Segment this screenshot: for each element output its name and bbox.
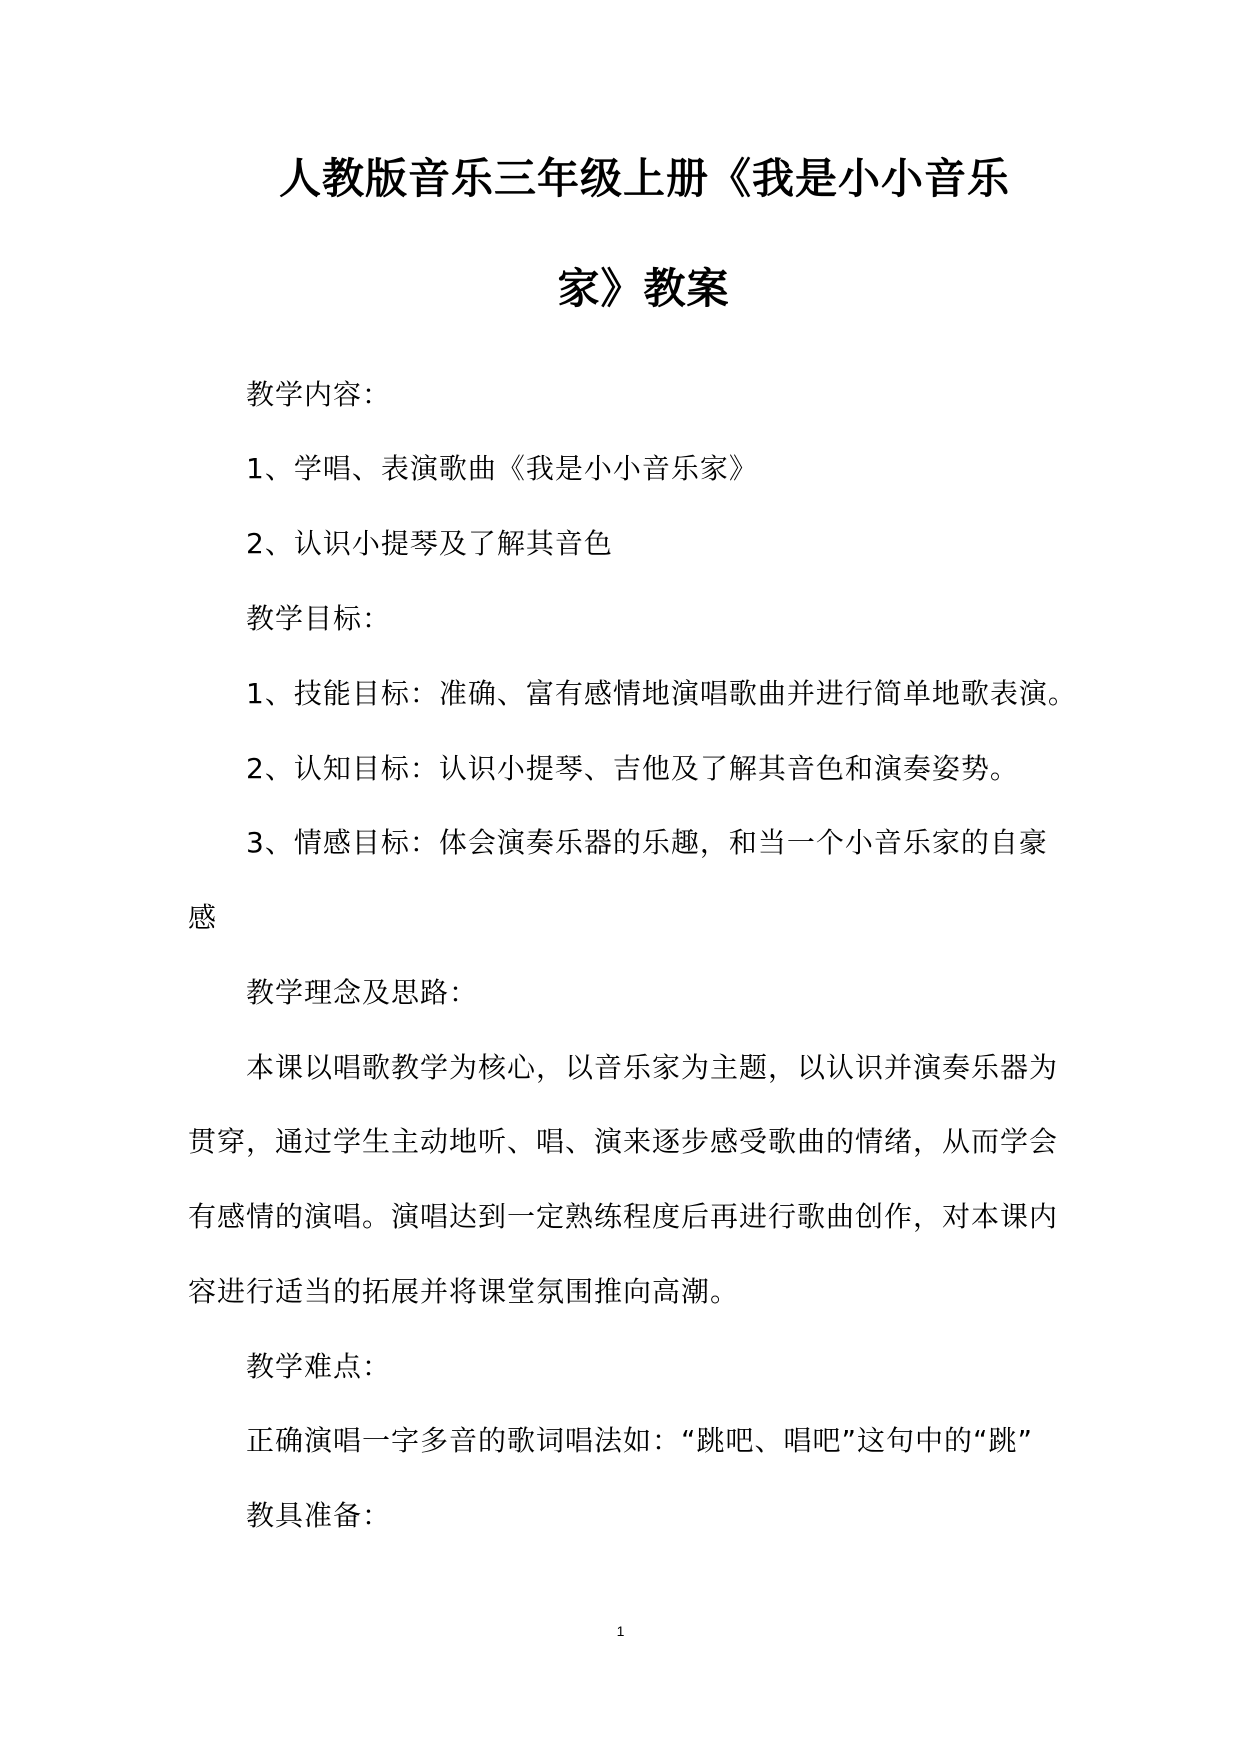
- difficulty-text: 正确演唱一字多音的歌词唱法如：“跳吧、唱吧”这句中的“跳”: [246, 1424, 1034, 1457]
- goal-item-3: 3、情感目标：体会演奏乐器的乐趣，和当一个小音乐家的自豪: [246, 826, 1048, 859]
- section-heading-materials: 教具准备：: [246, 1499, 392, 1532]
- section-heading-philosophy: 教学理念及思路：: [246, 976, 479, 1009]
- philosophy-paragraph-line-2: 贯穿，通过学生主动地听、唱、演来逐步感受歌曲的情绪，从而学会: [188, 1125, 1059, 1158]
- philosophy-paragraph-line-1: 本课以唱歌教学为核心，以音乐家为主题，以认识并演奏乐器为: [246, 1051, 1059, 1084]
- goal-item-3-continued: 感: [188, 901, 218, 934]
- document-title-line-2: 家》教案: [557, 264, 730, 313]
- philosophy-paragraph-line-4: 容进行适当的拓展并将课堂氛围推向高潮。: [188, 1275, 740, 1308]
- section-heading-goals: 教学目标：: [246, 602, 392, 635]
- philosophy-paragraph-line-3: 有感情的演唱。演唱达到一定熟练程度后再进行歌曲创作，对本课内: [188, 1200, 1059, 1233]
- goal-item-2: 2、认知目标：认识小提琴、吉他及了解其音色和演奏姿势。: [246, 752, 1019, 785]
- goal-item-1: 1、技能目标：准确、富有感情地演唱歌曲并进行简单地歌表演。: [246, 677, 1077, 710]
- page-number: 1: [616, 1623, 625, 1639]
- content-item-2: 2、认识小提琴及了解其音色: [246, 527, 613, 560]
- content-item-1: 1、学唱、表演歌曲《我是小小音乐家》: [246, 452, 758, 485]
- document-title-line-1: 人教版音乐三年级上册《我是小小音乐: [278, 154, 1010, 203]
- section-heading-content: 教学内容：: [246, 378, 392, 411]
- section-heading-difficulty: 教学难点：: [246, 1350, 392, 1383]
